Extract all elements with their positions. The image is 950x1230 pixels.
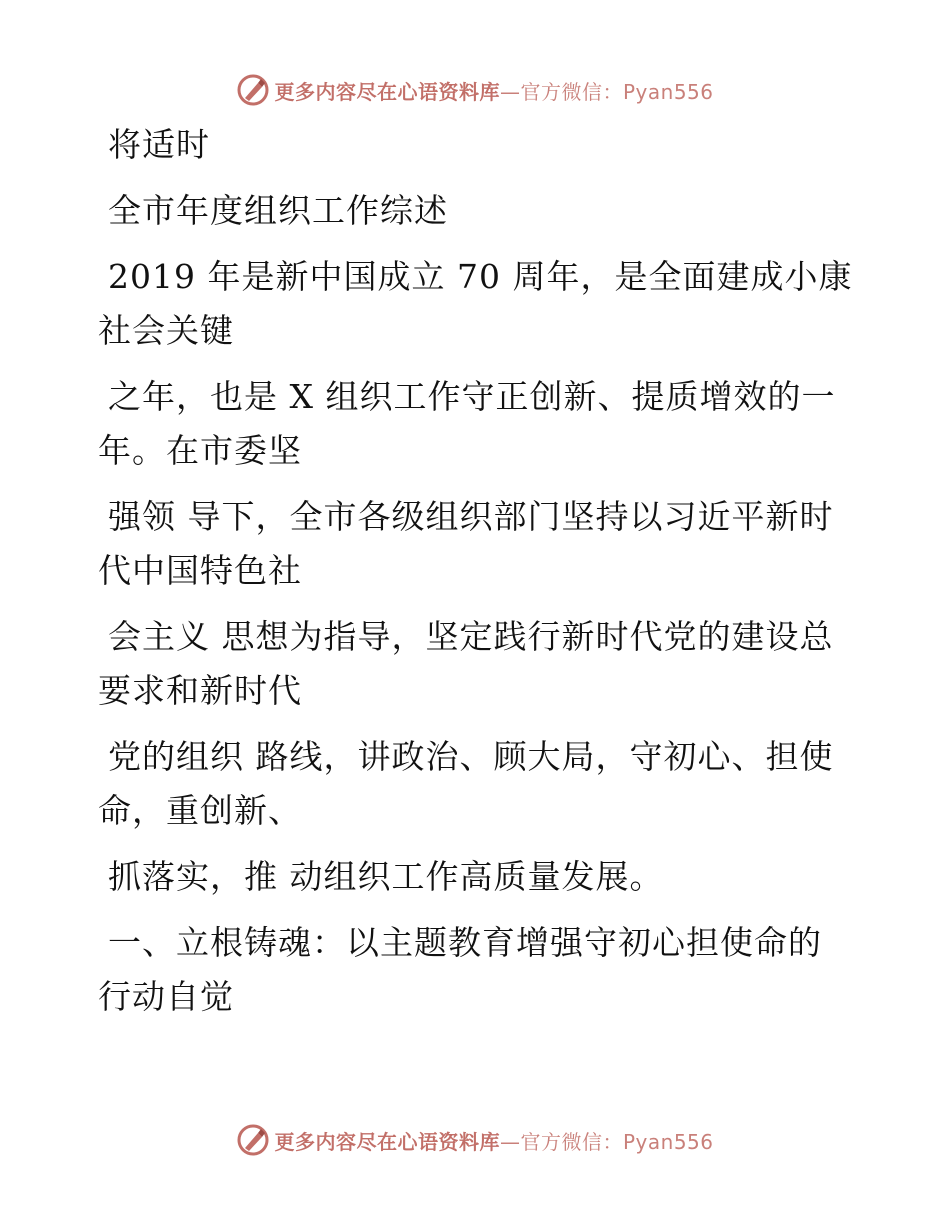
pen-logo-icon [236, 1123, 270, 1157]
text-line: 之年，也是 X 组织工作守正创新、提质增效的一 [108, 377, 836, 416]
text-line: 社会关键 [98, 311, 234, 350]
pen-logo-icon [236, 73, 270, 107]
header-watermark [0, 70, 950, 110]
section-heading: 一、立根铸魂：以主题教育增强守初心担使命的 [108, 923, 822, 962]
document-title: 全市年度组织工作综述 [108, 191, 448, 230]
text-line: 2019 年是新中国成立 70 周年，是全面建成小康 [108, 257, 853, 296]
text-line: 会主义 思想为指导，坚定践行新时代党的建设总 [108, 617, 834, 656]
text-line: 行动自觉 [98, 977, 234, 1016]
watermark-text: 更多内容尽在心语资料库—官方微信：Pyan556 [274, 79, 714, 104]
text-line: 年。在市委坚 [98, 431, 302, 470]
text-line: 要求和新时代 [98, 671, 302, 710]
footer-watermark [0, 1120, 950, 1160]
document-body [98, 118, 858, 1024]
text-line: 抓落实，推 动组织工作高质量发展。 [108, 857, 664, 896]
text-line: 将适时 [108, 125, 210, 164]
watermark-text: 更多内容尽在心语资料库—官方微信：Pyan556 [274, 1129, 714, 1154]
text-line: 强领 导下，全市各级组织部门坚持以习近平新时 [108, 497, 834, 536]
text-line: 党的组织 路线，讲政治、顾大局，守初心、担使 [108, 737, 834, 776]
text-line: 代中国特色社 [98, 551, 302, 590]
text-line: 命，重创新、 [98, 791, 302, 830]
